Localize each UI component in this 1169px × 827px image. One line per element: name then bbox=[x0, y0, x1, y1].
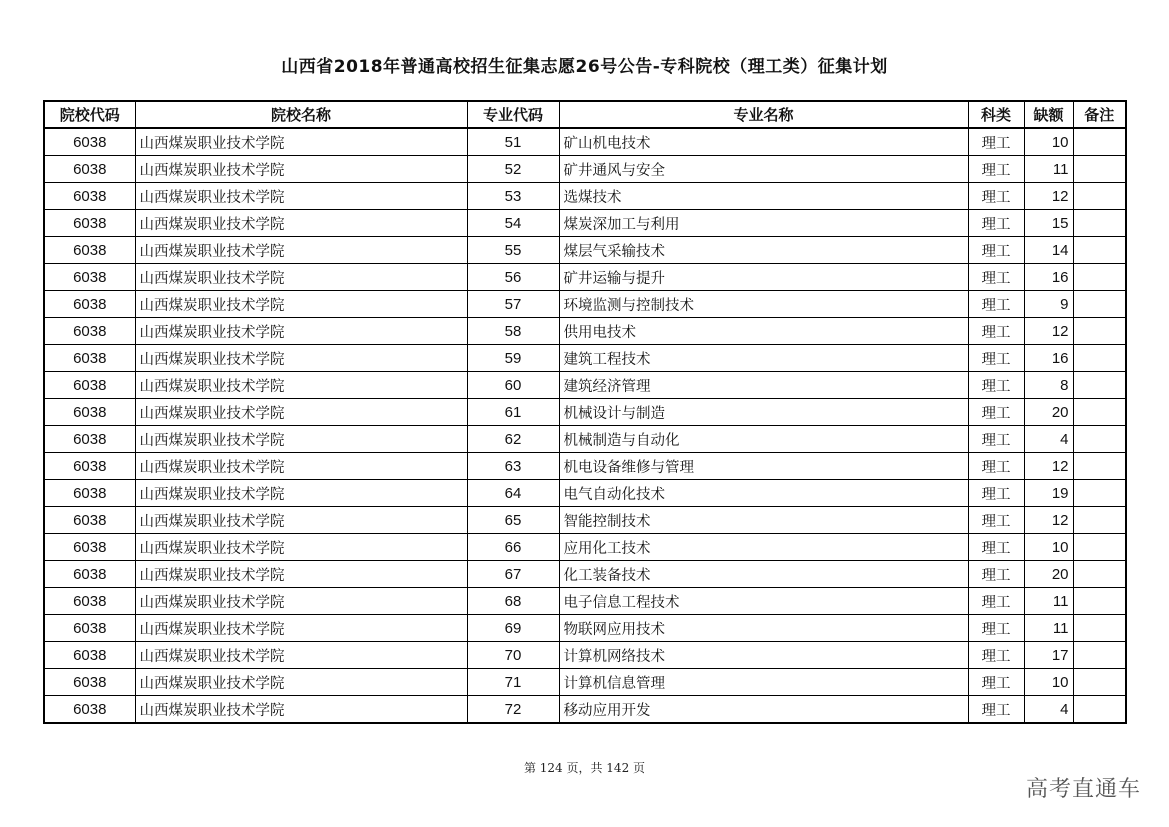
cell-major-name: 矿山机电技术 bbox=[559, 128, 968, 156]
cell-school-name: 山西煤炭职业技术学院 bbox=[135, 156, 467, 183]
cell-school-code: 6038 bbox=[44, 264, 135, 291]
header-school-code: 院校代码 bbox=[44, 101, 135, 128]
cell-school-code: 6038 bbox=[44, 696, 135, 724]
cell-school-name: 山西煤炭职业技术学院 bbox=[135, 318, 467, 345]
table-row bbox=[44, 534, 1126, 561]
table-row bbox=[44, 264, 1126, 291]
cell-category: 理工 bbox=[968, 291, 1024, 318]
table-header-row bbox=[44, 101, 1126, 128]
cell-major-name: 煤炭深加工与利用 bbox=[559, 210, 968, 237]
cell-category: 理工 bbox=[968, 210, 1024, 237]
cell-school-code: 6038 bbox=[44, 399, 135, 426]
cell-major-code: 54 bbox=[467, 210, 559, 237]
cell-vacancy: 12 bbox=[1024, 453, 1073, 480]
cell-note bbox=[1073, 372, 1126, 399]
cell-major-name: 选煤技术 bbox=[559, 183, 968, 210]
cell-vacancy: 4 bbox=[1024, 696, 1073, 724]
cell-category: 理工 bbox=[968, 156, 1024, 183]
cell-school-code: 6038 bbox=[44, 237, 135, 264]
cell-major-code: 51 bbox=[467, 128, 559, 156]
cell-school-code: 6038 bbox=[44, 183, 135, 210]
header-vacancy: 缺额 bbox=[1024, 101, 1073, 128]
cell-note bbox=[1073, 696, 1126, 724]
cell-vacancy: 16 bbox=[1024, 345, 1073, 372]
cell-note bbox=[1073, 399, 1126, 426]
cell-school-code: 6038 bbox=[44, 534, 135, 561]
cell-major-code: 70 bbox=[467, 642, 559, 669]
cell-category: 理工 bbox=[968, 453, 1024, 480]
cell-major-name: 机械制造与自动化 bbox=[559, 426, 968, 453]
cell-school-name: 山西煤炭职业技术学院 bbox=[135, 291, 467, 318]
cell-school-name: 山西煤炭职业技术学院 bbox=[135, 642, 467, 669]
cell-category: 理工 bbox=[968, 561, 1024, 588]
header-category: 科类 bbox=[968, 101, 1024, 128]
cell-category: 理工 bbox=[968, 372, 1024, 399]
cell-vacancy: 10 bbox=[1024, 128, 1073, 156]
cell-major-code: 62 bbox=[467, 426, 559, 453]
table-row bbox=[44, 345, 1126, 372]
cell-category: 理工 bbox=[968, 669, 1024, 696]
cell-note bbox=[1073, 291, 1126, 318]
cell-vacancy: 20 bbox=[1024, 561, 1073, 588]
cell-major-code: 59 bbox=[467, 345, 559, 372]
cell-major-name: 供用电技术 bbox=[559, 318, 968, 345]
cell-note bbox=[1073, 453, 1126, 480]
cell-school-code: 6038 bbox=[44, 642, 135, 669]
cell-note bbox=[1073, 507, 1126, 534]
cell-note bbox=[1073, 534, 1126, 561]
table-row bbox=[44, 318, 1126, 345]
cell-category: 理工 bbox=[968, 318, 1024, 345]
cell-note bbox=[1073, 588, 1126, 615]
cell-major-code: 66 bbox=[467, 534, 559, 561]
table-row bbox=[44, 615, 1126, 642]
cell-major-name: 物联网应用技术 bbox=[559, 615, 968, 642]
cell-school-name: 山西煤炭职业技术学院 bbox=[135, 480, 467, 507]
cell-major-code: 65 bbox=[467, 507, 559, 534]
cell-vacancy: 16 bbox=[1024, 264, 1073, 291]
cell-category: 理工 bbox=[968, 534, 1024, 561]
cell-school-code: 6038 bbox=[44, 507, 135, 534]
table-row bbox=[44, 372, 1126, 399]
table-row bbox=[44, 128, 1126, 156]
cell-major-name: 建筑经济管理 bbox=[559, 372, 968, 399]
cell-major-code: 64 bbox=[467, 480, 559, 507]
cell-school-code: 6038 bbox=[44, 588, 135, 615]
table-row bbox=[44, 642, 1126, 669]
cell-vacancy: 14 bbox=[1024, 237, 1073, 264]
cell-school-name: 山西煤炭职业技术学院 bbox=[135, 696, 467, 724]
cell-major-name: 智能控制技术 bbox=[559, 507, 968, 534]
cell-vacancy: 20 bbox=[1024, 399, 1073, 426]
cell-major-name: 建筑工程技术 bbox=[559, 345, 968, 372]
table-row bbox=[44, 453, 1126, 480]
cell-vacancy: 10 bbox=[1024, 669, 1073, 696]
cell-major-code: 53 bbox=[467, 183, 559, 210]
cell-category: 理工 bbox=[968, 264, 1024, 291]
cell-category: 理工 bbox=[968, 426, 1024, 453]
cell-vacancy: 9 bbox=[1024, 291, 1073, 318]
table-row bbox=[44, 156, 1126, 183]
cell-vacancy: 12 bbox=[1024, 318, 1073, 345]
cell-school-code: 6038 bbox=[44, 561, 135, 588]
cell-vacancy: 11 bbox=[1024, 156, 1073, 183]
cell-major-name: 机电设备维修与管理 bbox=[559, 453, 968, 480]
cell-school-code: 6038 bbox=[44, 210, 135, 237]
cell-school-code: 6038 bbox=[44, 426, 135, 453]
cell-major-name: 计算机网络技术 bbox=[559, 642, 968, 669]
cell-note bbox=[1073, 642, 1126, 669]
cell-school-code: 6038 bbox=[44, 318, 135, 345]
cell-note bbox=[1073, 183, 1126, 210]
cell-school-name: 山西煤炭职业技术学院 bbox=[135, 399, 467, 426]
cell-school-name: 山西煤炭职业技术学院 bbox=[135, 534, 467, 561]
cell-major-name: 矿井通风与安全 bbox=[559, 156, 968, 183]
enrollment-plan-table bbox=[43, 100, 1127, 724]
cell-note bbox=[1073, 210, 1126, 237]
cell-note bbox=[1073, 615, 1126, 642]
cell-school-name: 山西煤炭职业技术学院 bbox=[135, 372, 467, 399]
cell-school-name: 山西煤炭职业技术学院 bbox=[135, 669, 467, 696]
cell-school-name: 山西煤炭职业技术学院 bbox=[135, 264, 467, 291]
cell-major-name: 煤层气采输技术 bbox=[559, 237, 968, 264]
cell-category: 理工 bbox=[968, 696, 1024, 724]
cell-school-name: 山西煤炭职业技术学院 bbox=[135, 588, 467, 615]
cell-major-code: 61 bbox=[467, 399, 559, 426]
cell-major-code: 68 bbox=[467, 588, 559, 615]
cell-category: 理工 bbox=[968, 399, 1024, 426]
cell-vacancy: 11 bbox=[1024, 588, 1073, 615]
cell-school-code: 6038 bbox=[44, 669, 135, 696]
cell-major-code: 71 bbox=[467, 669, 559, 696]
cell-major-code: 52 bbox=[467, 156, 559, 183]
cell-major-name: 移动应用开发 bbox=[559, 696, 968, 724]
cell-vacancy: 12 bbox=[1024, 507, 1073, 534]
cell-major-name: 矿井运输与提升 bbox=[559, 264, 968, 291]
cell-category: 理工 bbox=[968, 237, 1024, 264]
cell-note bbox=[1073, 345, 1126, 372]
cell-vacancy: 12 bbox=[1024, 183, 1073, 210]
cell-school-code: 6038 bbox=[44, 453, 135, 480]
cell-major-name: 电气自动化技术 bbox=[559, 480, 968, 507]
cell-category: 理工 bbox=[968, 642, 1024, 669]
cell-major-code: 69 bbox=[467, 615, 559, 642]
cell-vacancy: 8 bbox=[1024, 372, 1073, 399]
cell-school-code: 6038 bbox=[44, 291, 135, 318]
header-major-name: 专业名称 bbox=[559, 101, 968, 128]
cell-vacancy: 17 bbox=[1024, 642, 1073, 669]
cell-school-code: 6038 bbox=[44, 615, 135, 642]
cell-note bbox=[1073, 264, 1126, 291]
cell-school-name: 山西煤炭职业技术学院 bbox=[135, 210, 467, 237]
page-footer: 第 124 页，共 142 页 bbox=[523, 761, 646, 775]
cell-major-code: 55 bbox=[467, 237, 559, 264]
cell-school-name: 山西煤炭职业技术学院 bbox=[135, 615, 467, 642]
cell-major-code: 58 bbox=[467, 318, 559, 345]
cell-vacancy: 4 bbox=[1024, 426, 1073, 453]
cell-category: 理工 bbox=[968, 615, 1024, 642]
cell-major-name: 环境监测与控制技术 bbox=[559, 291, 968, 318]
table-body bbox=[44, 128, 1126, 723]
cell-school-name: 山西煤炭职业技术学院 bbox=[135, 183, 467, 210]
cell-vacancy: 10 bbox=[1024, 534, 1073, 561]
table-row bbox=[44, 696, 1126, 724]
cell-major-code: 60 bbox=[467, 372, 559, 399]
cell-school-code: 6038 bbox=[44, 345, 135, 372]
cell-school-name: 山西煤炭职业技术学院 bbox=[135, 453, 467, 480]
cell-school-code: 6038 bbox=[44, 480, 135, 507]
cell-major-code: 72 bbox=[467, 696, 559, 724]
cell-category: 理工 bbox=[968, 183, 1024, 210]
cell-major-name: 计算机信息管理 bbox=[559, 669, 968, 696]
table-row bbox=[44, 507, 1126, 534]
cell-school-code: 6038 bbox=[44, 372, 135, 399]
cell-vacancy: 11 bbox=[1024, 615, 1073, 642]
cell-school-name: 山西煤炭职业技术学院 bbox=[135, 561, 467, 588]
table-row bbox=[44, 237, 1126, 264]
cell-major-code: 57 bbox=[467, 291, 559, 318]
table-row bbox=[44, 399, 1126, 426]
cell-vacancy: 15 bbox=[1024, 210, 1073, 237]
cell-note bbox=[1073, 426, 1126, 453]
cell-note bbox=[1073, 156, 1126, 183]
page-title: 山西省2018年普通高校招生征集志愿26号公告-专科院校（理工类）征集计划 bbox=[281, 57, 888, 77]
cell-major-name: 电子信息工程技术 bbox=[559, 588, 968, 615]
table-row bbox=[44, 210, 1126, 237]
cell-major-code: 63 bbox=[467, 453, 559, 480]
cell-note bbox=[1073, 480, 1126, 507]
cell-major-code: 67 bbox=[467, 561, 559, 588]
cell-note bbox=[1073, 561, 1126, 588]
table-row bbox=[44, 183, 1126, 210]
table-row bbox=[44, 426, 1126, 453]
cell-school-name: 山西煤炭职业技术学院 bbox=[135, 128, 467, 156]
cell-school-name: 山西煤炭职业技术学院 bbox=[135, 237, 467, 264]
cell-major-name: 应用化工技术 bbox=[559, 534, 968, 561]
cell-school-name: 山西煤炭职业技术学院 bbox=[135, 426, 467, 453]
cell-school-name: 山西煤炭职业技术学院 bbox=[135, 345, 467, 372]
cell-category: 理工 bbox=[968, 507, 1024, 534]
cell-category: 理工 bbox=[968, 588, 1024, 615]
cell-school-name: 山西煤炭职业技术学院 bbox=[135, 507, 467, 534]
cell-note bbox=[1073, 128, 1126, 156]
header-note: 备注 bbox=[1073, 101, 1126, 128]
watermark-logo-text: 高考直通车 bbox=[1025, 777, 1141, 802]
cell-note bbox=[1073, 237, 1126, 264]
table-row bbox=[44, 291, 1126, 318]
cell-note bbox=[1073, 318, 1126, 345]
table-row bbox=[44, 561, 1126, 588]
cell-category: 理工 bbox=[968, 480, 1024, 507]
header-major-code: 专业代码 bbox=[467, 101, 559, 128]
cell-major-name: 化工装备技术 bbox=[559, 561, 968, 588]
table-row bbox=[44, 669, 1126, 696]
cell-category: 理工 bbox=[968, 128, 1024, 156]
cell-school-code: 6038 bbox=[44, 156, 135, 183]
table-row bbox=[44, 480, 1126, 507]
cell-major-code: 56 bbox=[467, 264, 559, 291]
cell-school-code: 6038 bbox=[44, 128, 135, 156]
cell-major-name: 机械设计与制造 bbox=[559, 399, 968, 426]
header-school-name: 院校名称 bbox=[135, 101, 467, 128]
cell-category: 理工 bbox=[968, 345, 1024, 372]
cell-note bbox=[1073, 669, 1126, 696]
table-row bbox=[44, 588, 1126, 615]
cell-vacancy: 19 bbox=[1024, 480, 1073, 507]
